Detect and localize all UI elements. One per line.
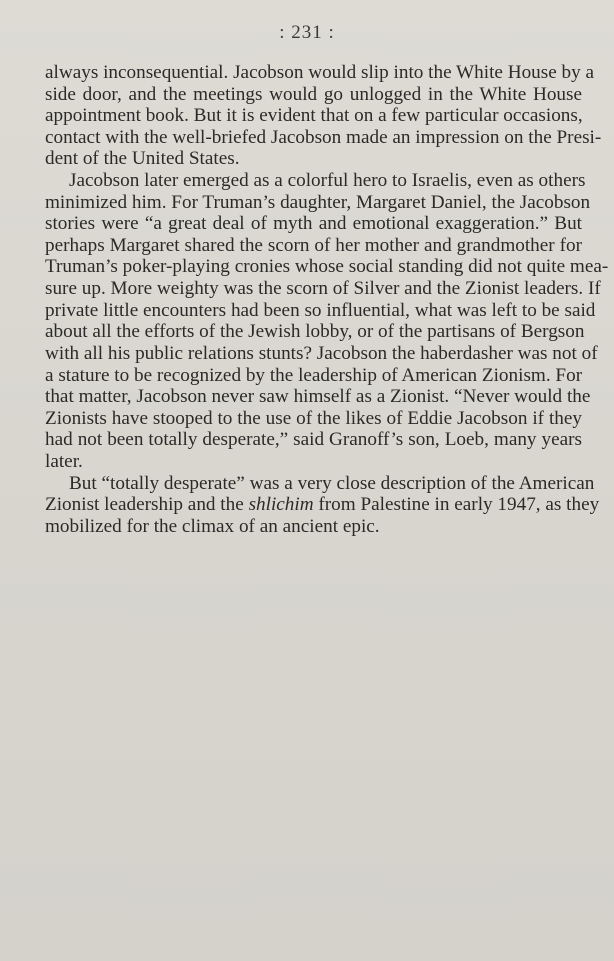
- page-number: : 231 :: [279, 22, 335, 43]
- text-line: [45, 494, 600, 516]
- paragraph-2: [45, 170, 609, 473]
- text-line: But “totally desperate” was a very close description of the American: [69, 472, 595, 494]
- text-line: about all the efforts of the Jewish lobby, or of the partisans of Bergson: [45, 321, 585, 343]
- text-line: minimized him. For Truman’s daughter, Margaret Daniel, the Jacobson: [45, 191, 591, 213]
- text-line: that matter, Jacobson never saw himself as a Zionist. “Never would the: [45, 386, 591, 408]
- text-line: appointment book. But it is evident that on a few particular occasions,: [45, 105, 583, 127]
- text-line: with all his public relations stunts? Jacobson the haberdasher was not of: [45, 342, 598, 364]
- paragraph-1: [45, 62, 602, 170]
- text-line: mobilized for the climax of an ancient epic.: [45, 515, 380, 537]
- text-line: later.: [45, 450, 83, 472]
- text-line: Zionists have stooped to the use of the likes of Eddie Jacobson if they: [45, 407, 582, 429]
- text-line: dent of the United States.: [45, 148, 240, 170]
- text-run: Zionist leadership and the: [45, 494, 249, 516]
- text-line: sure up. More weighty was the scorn of Silver and the Zionist leaders. If: [45, 278, 601, 300]
- text-line: private little encounters had been so influential, what was left to be said: [45, 299, 596, 321]
- text-line: side door, and the meetings would go unlogged in the White House: [45, 83, 582, 105]
- body-text: [45, 62, 609, 537]
- text-line: always inconsequential. Jacobson would slip into the White House by a: [45, 62, 595, 83]
- paragraph-3: [45, 472, 600, 538]
- text-run: from Palestine in early 1947, as they: [313, 494, 600, 516]
- text-line: a stature to be recognized by the leadership of American Zionism. For: [45, 364, 583, 386]
- text-line: Truman’s poker-playing cronies whose social standing did not quite mea-: [45, 256, 609, 278]
- text-line: had not been totally desperate,” said Granoff’s son, Loeb, many years: [45, 429, 582, 451]
- text-line: Jacobson later emerged as a colorful hero to Israelis, even as others: [69, 170, 586, 192]
- text-line: contact with the well-briefed Jacobson made an impression on the Presi-: [45, 126, 602, 148]
- italic-term: shlichim: [248, 494, 314, 516]
- text-line: stories were “a great deal of myth and emotional exaggeration.” But: [45, 213, 582, 235]
- text-line: perhaps Margaret shared the scorn of her mother and grandmother for: [45, 234, 582, 256]
